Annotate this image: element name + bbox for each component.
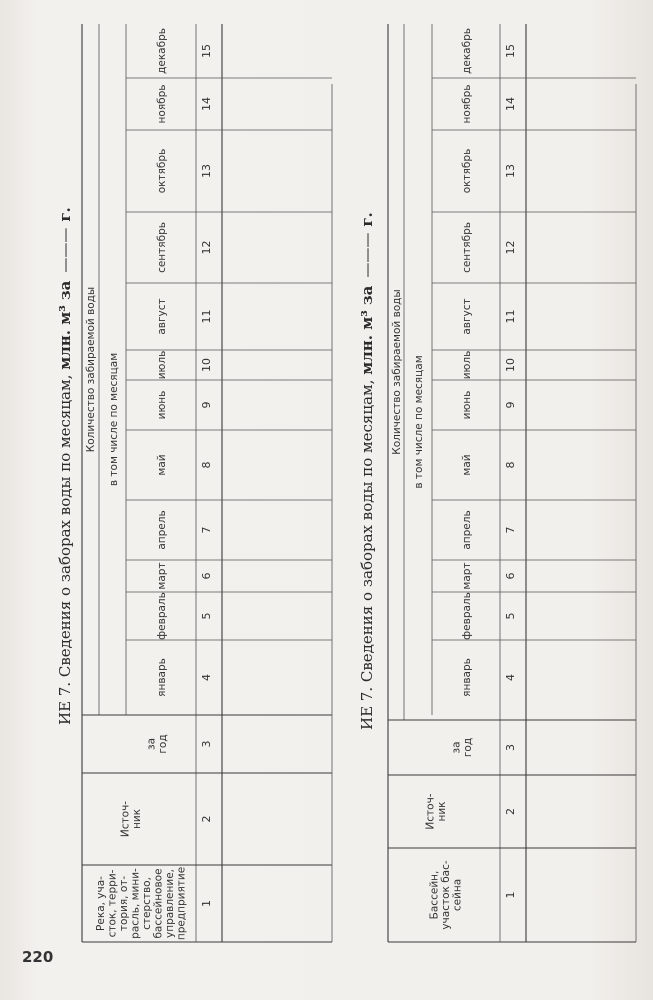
month-label-6: июнь: [461, 390, 473, 420]
column-number-2: 2: [504, 808, 517, 815]
col1-header-line: расль, мини-: [129, 868, 142, 939]
column-number-10: 10: [200, 358, 213, 372]
month-label-4: апрель: [461, 510, 473, 550]
col3-header-line: за: [450, 741, 463, 754]
col3-header-line: год: [461, 737, 474, 758]
table-title: [56, 207, 74, 725]
month-label-7: июль: [461, 350, 473, 380]
col1-header: [429, 860, 464, 930]
col1-header-line: сейна: [451, 878, 464, 912]
group-header: Количество забираемой воды: [85, 286, 97, 453]
col1-header-line: сток, терри-: [106, 869, 119, 938]
title-suffix: г.: [358, 212, 376, 227]
title-blank: ———: [56, 227, 74, 273]
month-label-10: октябрь: [461, 148, 473, 194]
column-number-12: 12: [504, 240, 517, 255]
column-number-7: 7: [200, 526, 213, 534]
table-title: [358, 212, 376, 730]
column-number-8: 8: [200, 461, 213, 469]
column-number-4: 4: [200, 674, 213, 681]
month-label-4: апрель: [156, 510, 168, 550]
col3-header-line: за: [145, 737, 158, 751]
column-number-11: 11: [504, 309, 517, 324]
title-blank: ———: [358, 232, 376, 278]
month-label-5: май: [156, 454, 168, 476]
subgroup-header: в том числе по месяцам: [413, 355, 425, 489]
month-label-11: ноябрь: [461, 84, 473, 124]
col1-header-line: управление,: [163, 868, 176, 939]
month-label-12: декабрь: [156, 28, 168, 74]
col3-header: [450, 738, 474, 757]
column-number-14: 14: [200, 97, 213, 111]
column-number-6: 6: [200, 572, 213, 580]
col2-header-line: ник: [130, 808, 143, 830]
month-label-1: январь: [461, 658, 473, 697]
month-label-2: февраль: [461, 592, 473, 640]
month-label-10: октябрь: [156, 148, 168, 194]
column-number-11: 11: [200, 309, 213, 324]
col1-header-line: тория, от-: [117, 875, 130, 932]
column-number-5: 5: [504, 612, 517, 620]
column-number-1: 1: [200, 900, 213, 907]
col1-header-line: предприятие: [175, 866, 188, 941]
table-1: [56, 24, 332, 942]
column-number-9: 9: [504, 401, 517, 409]
month-label-3: март: [156, 562, 168, 590]
month-label-6: июнь: [156, 390, 168, 420]
title-units: млн. м³ за: [56, 280, 74, 370]
month-label-9: сентябрь: [461, 222, 473, 273]
group-header: Количество забираемой воды: [391, 289, 403, 455]
column-number-4: 4: [504, 674, 517, 681]
column-number-5: 5: [200, 612, 213, 620]
title-prefix: ИЕ 7. Сведения о заборах воды по месяцам,: [56, 369, 74, 725]
column-number-14: 14: [504, 97, 517, 111]
column-number-8: 8: [504, 461, 517, 469]
column-number-12: 12: [200, 240, 213, 255]
col2-header: [424, 793, 448, 829]
col1-header-line: Река, уча-: [94, 876, 107, 931]
column-number-15: 15: [504, 44, 517, 58]
month-label-8: август: [156, 298, 168, 335]
column-number-3: 3: [200, 740, 213, 748]
col1-header-line: бассейновое: [152, 868, 165, 939]
col3-header: [145, 734, 169, 753]
column-number-3: 3: [504, 744, 517, 751]
col2-header-line: ник: [435, 801, 448, 822]
column-number-9: 9: [200, 401, 213, 409]
col2-header-line: Источ-: [119, 800, 132, 838]
col1-header-line: Бассейн,: [428, 870, 441, 920]
subgroup-header: в том числе по месяцам: [108, 352, 120, 487]
column-number-2: 2: [200, 815, 213, 823]
month-label-1: январь: [156, 658, 168, 697]
title-prefix: ИЕ 7. Сведения о заборах воды по месяцам,: [358, 374, 376, 730]
month-label-3: март: [461, 562, 473, 590]
col1-header-line: участок бас-: [440, 860, 452, 930]
column-number-15: 15: [200, 44, 213, 58]
col3-header-line: год: [156, 734, 169, 754]
col1-header-line: стерство,: [140, 877, 153, 930]
month-label-2: февраль: [156, 592, 168, 640]
col2-header-line: Источ-: [424, 793, 437, 830]
column-number-7: 7: [504, 526, 517, 534]
title-units: млн. м³ за: [358, 285, 376, 375]
table-2: [358, 24, 636, 942]
page-number: 220: [22, 948, 54, 966]
column-number-10: 10: [504, 358, 517, 372]
month-label-9: сентябрь: [156, 222, 168, 273]
month-label-12: декабрь: [461, 28, 473, 74]
col2-header: [119, 801, 143, 837]
month-label-5: май: [461, 454, 473, 476]
column-number-13: 13: [200, 164, 213, 178]
month-label-8: август: [461, 298, 473, 335]
column-number-6: 6: [504, 572, 517, 580]
column-number-13: 13: [504, 164, 517, 178]
title-suffix: г.: [56, 207, 74, 222]
month-label-11: ноябрь: [156, 84, 168, 124]
col1-header: [95, 867, 188, 940]
column-number-1: 1: [504, 891, 517, 899]
month-label-7: июль: [156, 350, 168, 380]
